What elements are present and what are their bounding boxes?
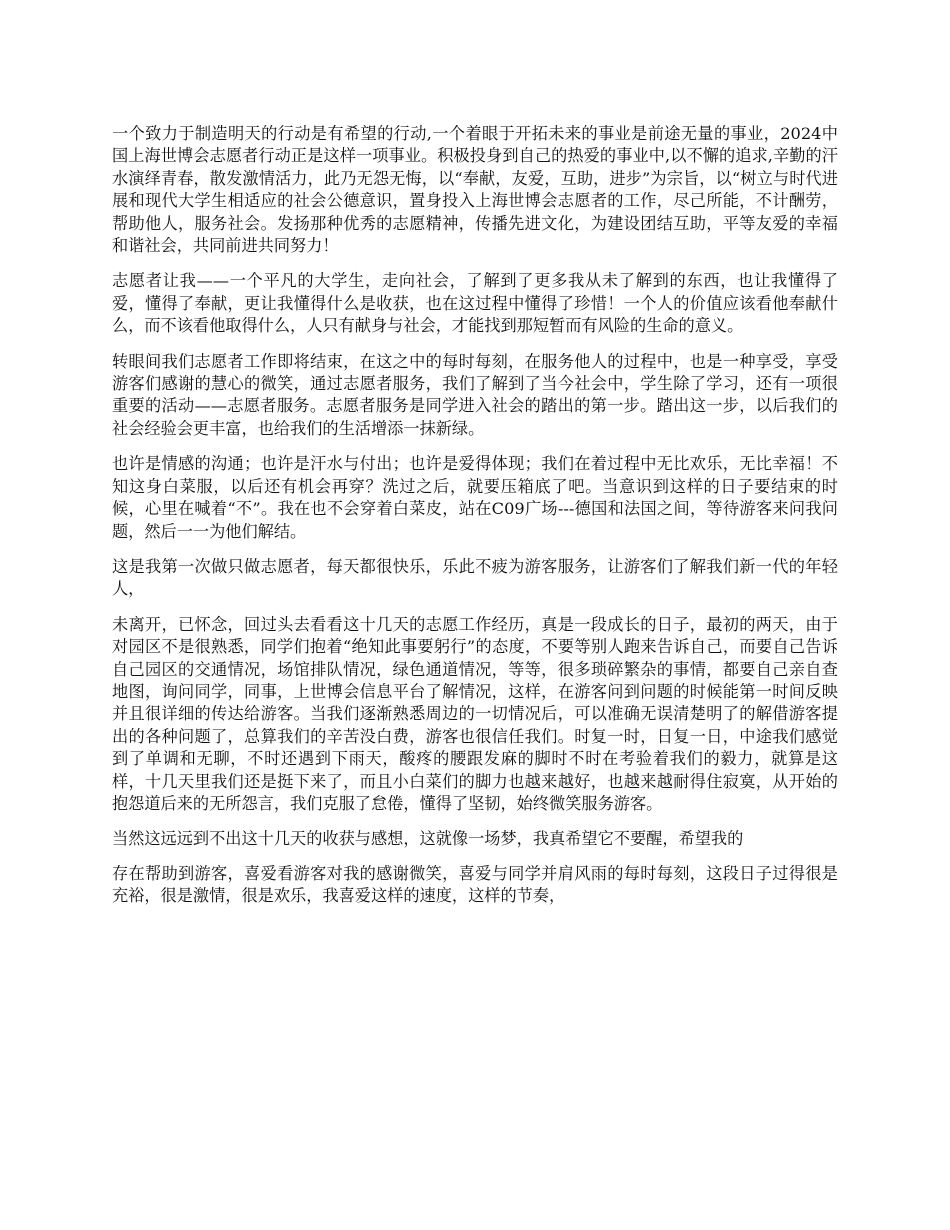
- paragraph-1: 一个致力于制造明天的行动是有希望的行动,一个着眼于开拓未来的事业是前途无量的事业，2024中国上海世博会志愿者行动正是这样一项事业。积极投身到自己的热爱的事业中,以不懈的追求,辛勤的汗水演绎青春，散发激情活力，此乃无怨无悔，以“奉献，友爱，互助，进步”为宗旨，以“树立与时代进展和现代大学生相适应的社会公德意识，置身投入上海世博会志愿者的工作，尽己所能，不计酬劳，帮助他人，服务社会。发扬那种优秀的志愿精神，传播先进文化，为建设团结互助，平等友爱的幸福和谐社会，共同前进共同努力！: [112, 124, 838, 256]
- paragraph-8: 存在帮助到游客，喜爱看游客对我的感谢微笑，喜爱与同学并肩风雨的每时每刻，这段日子过得很是充裕，很是激情，很是欢乐，我喜爱这样的速度，这样的节奏，: [112, 863, 838, 906]
- document-body: [112, 123, 838, 908]
- paragraph-4: 也许是情感的沟通；也许是汗水与付出；也许是爱得体现；我们在着过程中无比欢乐，无比幸福！不知这身白菜服，以后还有机会再穿？洗过之后，就要压箱底了吧。当意识到这样的日子要结束的时候，心里在喊着“不”。我在也不会穿着白菜皮，站在C09广场---德国和法国之间，等待游客来问我问题，然后一一为他们解结。: [112, 454, 838, 541]
- paragraph-6: 未离开，已怀念，回过头去看看这十几天的志愿工作经历，真是一段成长的日子，最初的两天，由于对园区不是很熟悉，同学们抱着“绝知此事要躬行”的态度，不要等别人跑来告诉自己，而要自己告诉自己园区的交通情况，场馆排队情况，绿色通道情况，等等，很多琐碎繁杂的事情，都要自己亲自查地图，询问同学，同事，上世博会信息平台了解情况，这样，在游客问到问题的时候能第一时间反映并且很详细的传达给游客。当我们逐渐熟悉周边的一切情况后，可以准确无误清楚明了的解借游客提出的各种问题了，总算我们的辛苦没白费，游客也很信任我们。时复一时，日复一日，中途我们感觉到了单调和无聊，不时还遇到下雨天，酸疼的腰跟发麻的脚时不时在考验着我们的毅力，就算是这样，十几天里我们还是挺下来了，而且小白菜们的脚力也越来越好，也越来越耐得住寂寞，从开始的抱怨道后来的无所怨言，我们克服了怠倦，懂得了坚韧，始终微笑服务游客。: [112, 614, 838, 813]
- paragraph-2: 志愿者让我——一个平凡的大学生，走向社会，了解到了更多我从未了解到的东西，也让我懂得了爱，懂得了奉献，更让我懂得什么是收获，也在这过程中懂得了珍惜！一个人的价值应该看他奉献什么，而不该看他取得什么，人只有献身与社会，才能找到那短暂而有风险的生命的意义。: [112, 271, 838, 336]
- paragraph-7: 当然这远远到不出这十几天的收获与感想，这就像一场梦，我真希望它不要醒，希望我的: [112, 829, 744, 849]
- paragraph-3: 转眼间我们志愿者工作即将结束，在这之中的每时每刻，在服务他人的过程中，也是一种享受，享受游客们感谢的慧心的微笑，通过志愿者服务，我们了解到了当今社会中，学生除了学习，还有一项很重要的活动——志愿者服务。志愿者服务是同学进入社会的踏出的第一步。踏出这一步，以后我们的社会经验会更丰富，也给我们的生活增添一抹新绿。: [112, 351, 838, 438]
- paragraph-5: 这是我第一次做只做志愿者，每天都很快乐，乐此不疲为游客服务，让游客们了解我们新一代的年轻人，: [112, 556, 838, 599]
